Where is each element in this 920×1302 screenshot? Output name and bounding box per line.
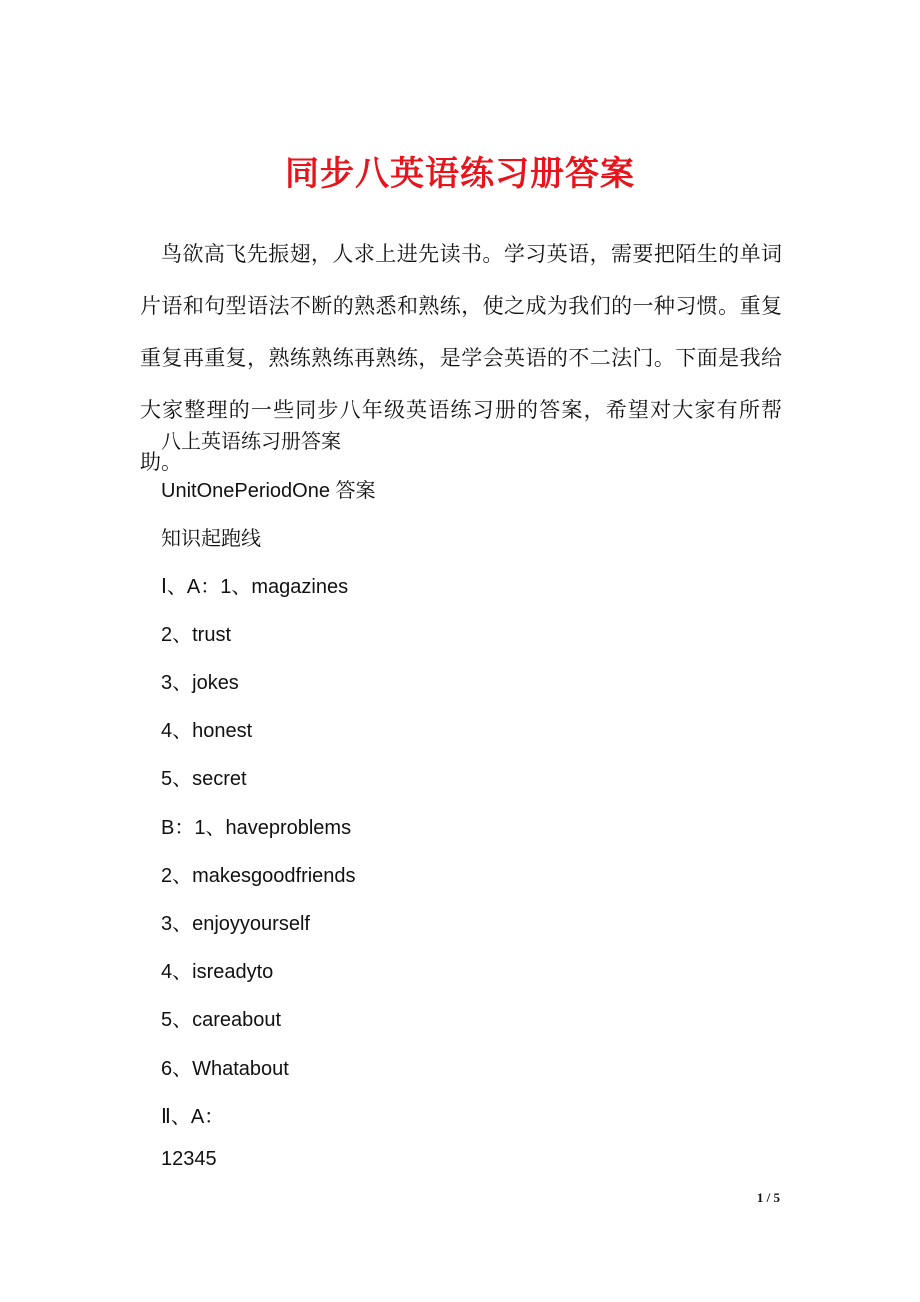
answer-line: 5、careabout — [161, 1009, 282, 1031]
page-number: 1 / 5 — [756, 1190, 780, 1205]
section-heading: 八上英语练习册答案 — [161, 429, 341, 453]
unit-heading: UnitOnePeriodOne 答案 — [161, 480, 376, 502]
answer-line: 5、secret — [161, 768, 247, 790]
answer-line: 3、enjoyyourself — [161, 913, 310, 935]
answer-line: 4、isreadyto — [161, 961, 274, 983]
answer-line: 12345 — [161, 1148, 217, 1170]
answer-line: 4、honest — [161, 720, 253, 742]
answer-line: 6、Whatabout — [161, 1058, 289, 1080]
subsection-heading: 知识起跑线 — [161, 526, 261, 550]
answer-line: Ⅱ、A： — [161, 1106, 225, 1128]
answer-line: 2、trust — [161, 624, 232, 646]
document-title: 同步八英语练习册答案 — [285, 154, 635, 194]
intro-paragraph: 鸟欲高飞先振翅，人求上进先读书。学习英语，需要把陌生的单词片语和句型语法不断的熟悉和熟练，使之成为我们的一种习惯。重复重复再重复，熟练熟练再熟练，是学会英语的不二法门。下面是我给大家整理的一些同步八年级英语练习册的答案，希望对大家有所帮助。 — [140, 242, 782, 474]
answer-line: 3、jokes — [161, 672, 239, 694]
answer-line: 2、makesgoodfriends — [161, 865, 356, 887]
answer-line: Ⅰ、A：1、magazines — [161, 576, 349, 598]
answer-line: B：1、haveproblems — [161, 817, 352, 839]
